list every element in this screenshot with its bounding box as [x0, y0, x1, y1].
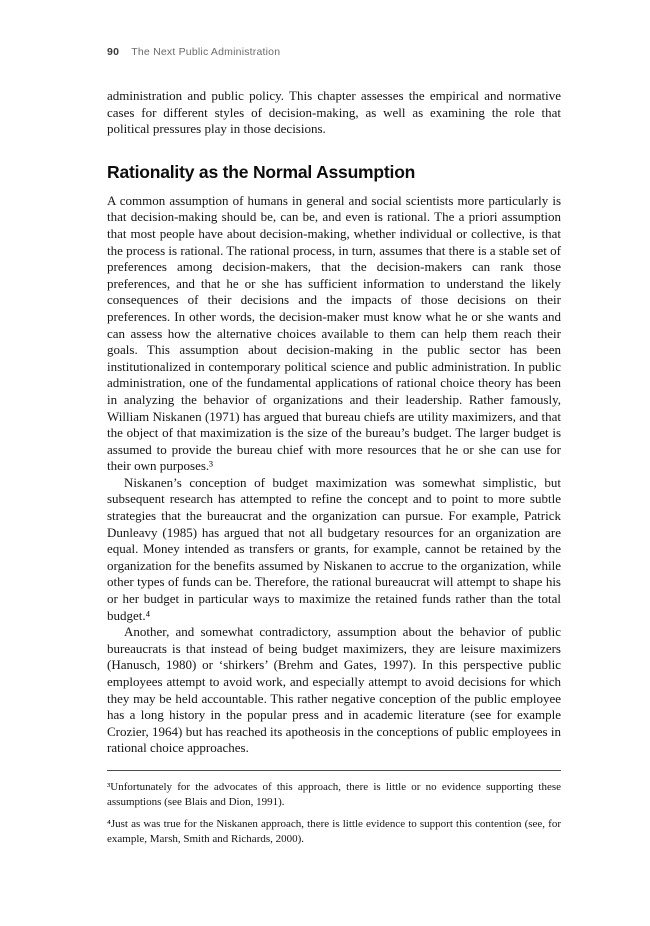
body-paragraph-2: Niskanen’s conception of budget maximization was somewhat simplistic, but subsequent research has attempted to refine the concept and to point to more subtle strategies that the bureaucrat and the organization can pursue. For example, Patrick Dunleavy (1985) has argued that not all budgetary resources for an organization are equal. Money intended as transfers or grants, for example, cannot be retained by the organization for the benefits assumed by Niskanen to accrue to the organization, while other types of funds can be. Therefore, the rational bureaucrat will attempt to shape his or her budget in particular ways to maximize the retained funds rather than the total budget.⁴ [107, 474, 561, 623]
page-number: 90 [107, 46, 120, 58]
body-paragraph-3: Another, and somewhat contradictory, assumption about the behavior of public bureaucrats is that instead of being budget maximizers, they are leisure maximizers (Hanusch, 1980) or ‘shirkers’ (Brehm and Gates, 1997). In this perspective public employees attempt to avoid work, and especially attempt to avoid decisions for which they may be held accountable. This rather negative conception of the public employee has a long history in the popular press and in academic literature (see for example Crozier, 1964) but has reached its apotheosis in the conceptions of public employees in rational choice approaches. [107, 624, 561, 756]
page-header [107, 46, 561, 58]
footnote-4: ⁴Just as was true for the Niskanen approach, there is little evidence to support this contention (see, for example, Marsh, Smith and Richards, 2000). [107, 818, 561, 845]
section-heading: Rationality as the Normal Assumption [107, 161, 416, 182]
page-body [107, 88, 561, 757]
body-paragraph-1: A common assumption of humans in general and social scientists more particularly is that decision-making should be, can be, and even is rational. The a priori assumption that most people have about decision-making, whether individual or collective, is that the process is rational. The rational process, in turn, assumes that there is a stable set of preferences among decision-makers, that the decision-makers can rank those preferences, and that he or she has sufficient information to understand the likely consequences of their decisions and the impacts of those decisions on their preferences. In other words, the decision-maker must know what he or she wants and can assess how the alternative choices available to them can help them reach their goals. This assumption about decision-making in the public sector has been institutionalized in contemporary political science and public administration. In public administration, one of the fundamental applications of rational choice theory has been in analyzing the behavior of organizations and their leadership. Rather famously, William Niskanen (1971) has argued that bureau chiefs are utility maximizers, and that the object of that maximization is the size of the bureau’s budget. The larger budget is assumed to provide the bureau chief with more resources that he or she can use for their own purposes.³ [107, 192, 561, 474]
footnotes-section [107, 770, 561, 846]
footnote-rule [107, 770, 561, 771]
intro-paragraph: administration and public policy. This chapter assesses the empirical and normative cases for different styles of decision-making, as well as examining the role that political pressures play in those decisions. [107, 88, 561, 137]
footnote-3: ³Unfortunately for the advocates of this approach, there is little or no evidence supporting these assumptions (see Blais and Dion, 1991). [107, 780, 561, 808]
running-title: The Next Public Administration [131, 46, 281, 58]
